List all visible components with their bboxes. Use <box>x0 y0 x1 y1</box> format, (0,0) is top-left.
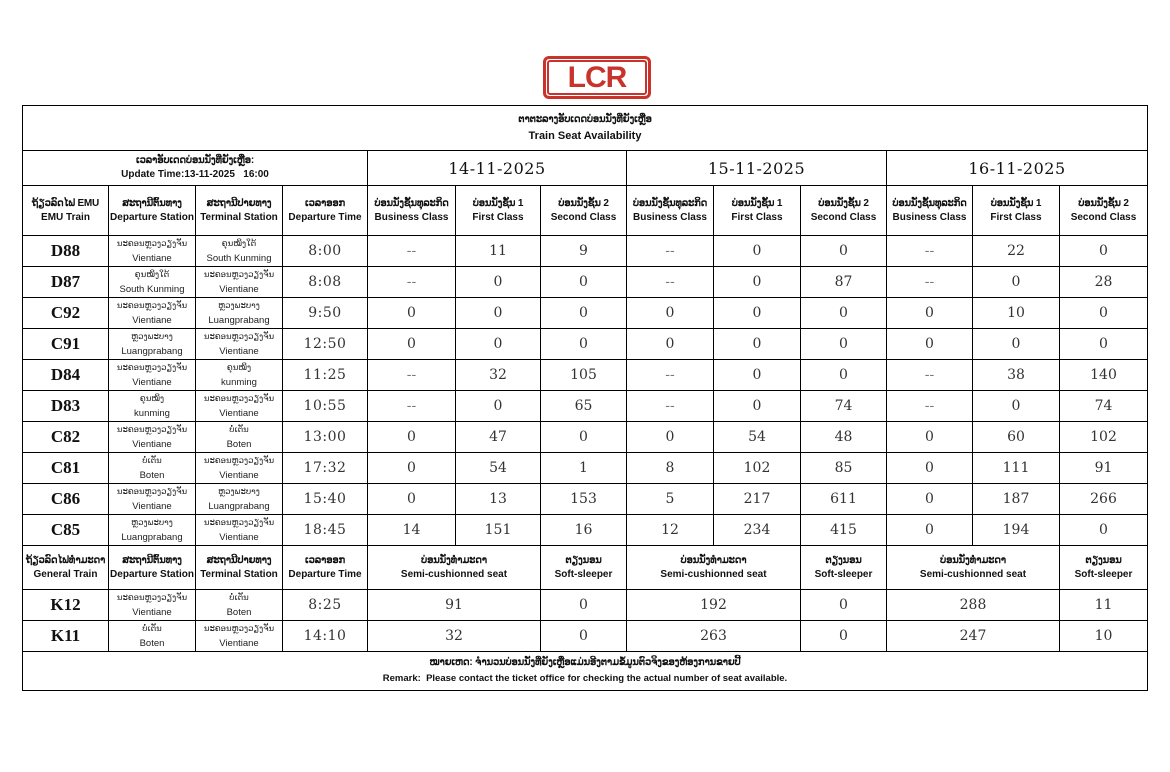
station-lao: ຄຸນໝິງໃຕ້ <box>134 269 170 279</box>
seat-count: 16 <box>541 515 627 546</box>
seat-count: 8 <box>627 453 714 484</box>
seat-count: 38 <box>973 360 1060 391</box>
station-lao: ນະຄອນຫຼວງວຽງຈັນ <box>203 623 275 633</box>
seat-count: 0 <box>368 422 456 453</box>
seat-count: 611 <box>801 484 887 515</box>
header-lao: ຕຽງນອນ <box>1085 554 1122 566</box>
station-en: Vientiane <box>219 284 259 295</box>
departure-time: 8:08 <box>283 267 368 298</box>
seat-count: 0 <box>714 391 801 422</box>
departure-time: 8:00 <box>283 236 368 267</box>
emu-train-row <box>23 329 1148 360</box>
station-en: Vientiane <box>219 408 259 419</box>
seat-count: 0 <box>368 329 456 360</box>
seat-count: 10 <box>973 298 1060 329</box>
header-lao: ບ່ອນນັ່ງຊັ້ນທຸລະກິດ <box>892 197 967 209</box>
date-header-1: 14-11-2025 <box>368 151 627 186</box>
departure-station <box>109 484 196 515</box>
emu-train-header <box>23 186 109 236</box>
seat-count: 11 <box>1060 590 1148 621</box>
emu-train-row <box>23 453 1148 484</box>
departure-station-header <box>109 546 196 590</box>
station-lao: ນະຄອນຫຼວງວຽງຈັນ <box>203 393 275 403</box>
header-lao: ບ່ອນນັ່ງຊັ້ນ 1 <box>472 197 524 209</box>
header-en: General Train <box>33 568 98 580</box>
station-en: Boten <box>139 638 165 649</box>
station-en: Luangprabang <box>121 346 183 357</box>
station-lao: ຫຼວງພະບາງ <box>218 300 260 310</box>
seat-count: 22 <box>973 236 1060 267</box>
seat-count: 5 <box>627 484 714 515</box>
departure-station <box>109 360 196 391</box>
soft-sleeper-header-3 <box>1060 546 1148 590</box>
seat-count: 102 <box>1060 422 1148 453</box>
remark-cell <box>23 652 1148 691</box>
station-en: Boten <box>226 607 252 618</box>
class-header-2-2 <box>714 186 801 236</box>
header-lao: ບ່ອນນັ່ງຊັ້ນ 1 <box>731 197 783 209</box>
departure-station <box>109 590 196 621</box>
header-en: Business Class <box>892 211 967 223</box>
semi-cushioned-header-3 <box>887 546 1060 590</box>
seat-count: 1 <box>541 453 627 484</box>
seat-count: 0 <box>456 298 541 329</box>
terminal-station-header <box>196 186 283 236</box>
seat-count: 111 <box>973 453 1060 484</box>
seat-count: 105 <box>541 360 627 391</box>
train-number: C92 <box>23 298 109 329</box>
emu-train-row <box>23 484 1148 515</box>
class-header-3-2 <box>973 186 1060 236</box>
seat-count: 0 <box>541 329 627 360</box>
train-number: K12 <box>23 590 109 621</box>
seat-count: 187 <box>973 484 1060 515</box>
seat-count: 0 <box>887 484 973 515</box>
date-header-3: 16-11-2025 <box>887 151 1148 186</box>
station-lao: ຫຼວງພະບາງ <box>218 486 260 496</box>
seat-count: -- <box>887 360 973 391</box>
station-lao: ຫຼວງພະບາງ <box>131 517 173 527</box>
emu-train-row <box>23 298 1148 329</box>
station-lao: ຄຸນໝິງໃຕ້ <box>221 238 257 248</box>
header-lao: ບ່ອນນັ່ງຊັ້ນ 1 <box>990 197 1042 209</box>
update-time-cell <box>23 151 368 186</box>
train-number: D87 <box>23 267 109 298</box>
seat-count: 0 <box>714 267 801 298</box>
remark-lao: ໝາຍເຫດ: ຈຳນວນບ່ອນນັ່ງທີ່ຍັງເຫຼືອແມ່ນອີງຕາມຂໍ້ມູນຕົວຈິງຂອງຫ້ອງການຂາຍປີ້ <box>429 657 741 668</box>
station-en: Vientiane <box>219 346 259 357</box>
header-lao: ຕຽງນອນ <box>825 554 862 566</box>
soft-sleeper-header-2 <box>801 546 887 590</box>
station-lao: ບໍ່ເຕັນ <box>142 623 162 633</box>
departure-time: 9:50 <box>283 298 368 329</box>
departure-station <box>109 422 196 453</box>
seat-count: 0 <box>801 360 887 391</box>
seat-count: -- <box>368 236 456 267</box>
terminal-station <box>196 515 283 546</box>
seat-count: 0 <box>541 267 627 298</box>
departure-time: 14:10 <box>283 621 368 652</box>
station-lao: ນະຄອນຫຼວງວຽງຈັນ <box>116 362 188 372</box>
seat-count: 247 <box>887 621 1060 652</box>
header-en: Soft-sleeper <box>554 568 613 580</box>
departure-station <box>109 329 196 360</box>
station-lao: ນະຄອນຫຼວງວຽງຈັນ <box>203 331 275 341</box>
header-en: Business Class <box>633 211 707 223</box>
class-header-2-1 <box>627 186 714 236</box>
departure-time: 18:45 <box>283 515 368 546</box>
departure-time: 8:25 <box>283 590 368 621</box>
train-number: D88 <box>23 236 109 267</box>
seat-count: 91 <box>368 590 541 621</box>
seat-count: 263 <box>627 621 801 652</box>
departure-time: 15:40 <box>283 484 368 515</box>
header-en: Departure Time <box>288 211 362 223</box>
general-train-row <box>23 621 1148 652</box>
station-lao: ບໍ່ເຕັນ <box>229 592 249 602</box>
station-lao: ບໍ່ເຕັນ <box>142 455 162 465</box>
terminal-station <box>196 484 283 515</box>
seat-count: 266 <box>1060 484 1148 515</box>
class-header-1-1 <box>368 186 456 236</box>
emu-train-row <box>23 360 1148 391</box>
header-en: Soft-sleeper <box>1074 568 1133 580</box>
header-en: Semi-cushionned seat <box>400 568 508 580</box>
header-en: Terminal Station <box>200 211 278 223</box>
terminal-station <box>196 298 283 329</box>
departure-time: 13:00 <box>283 422 368 453</box>
departure-station <box>109 391 196 422</box>
terminal-station <box>196 360 283 391</box>
header-en: Departure Station <box>110 211 194 223</box>
emu-train-row <box>23 391 1148 422</box>
seat-count: 91 <box>1060 453 1148 484</box>
header-en: Semi-cushionned seat <box>919 568 1027 580</box>
seat-count: 0 <box>801 590 887 621</box>
seat-count: 288 <box>887 590 1060 621</box>
seat-count: 151 <box>456 515 541 546</box>
station-lao: ຄຸນໝິງ <box>139 393 165 403</box>
header-en: First Class <box>990 211 1042 223</box>
terminal-station <box>196 590 283 621</box>
header-en: First Class <box>472 211 524 223</box>
header-en: First Class <box>731 211 783 223</box>
header-lao: ບ່ອນນັ່ງຊັ້ນ 2 <box>1078 197 1129 209</box>
station-en: kunming <box>134 408 170 419</box>
header-lao: ເວລາອອກ <box>305 554 345 566</box>
seat-count: 0 <box>627 298 714 329</box>
station-en: Luangprabang <box>208 315 270 326</box>
seat-count: -- <box>627 236 714 267</box>
soft-sleeper-header-1 <box>541 546 627 590</box>
update-time: Update Time:13-11-2025 16:00 <box>121 169 269 180</box>
update-label-lao: ເວລາອັບເດດບ່ອນນັ່ງທີ່ຍັງເຫຼືອ: <box>136 155 254 166</box>
seat-count: 28 <box>1060 267 1148 298</box>
seat-count: 217 <box>714 484 801 515</box>
seat-count: 0 <box>541 422 627 453</box>
header-en: Second Class <box>1070 211 1137 223</box>
header-en: Second Class <box>550 211 617 223</box>
seat-count: 194 <box>973 515 1060 546</box>
seat-count: 12 <box>627 515 714 546</box>
seat-count: 234 <box>714 515 801 546</box>
station-en: South Kunming <box>206 253 272 264</box>
station-en: kunming <box>221 377 257 388</box>
semi-cushioned-header-1 <box>368 546 541 590</box>
seat-count: 0 <box>541 621 627 652</box>
seat-count: 0 <box>887 515 973 546</box>
seat-count: 54 <box>456 453 541 484</box>
station-lao: ນະຄອນຫຼວງວຽງຈັນ <box>203 455 275 465</box>
seat-count: 0 <box>887 298 973 329</box>
station-en: Boten <box>226 439 252 450</box>
seat-count: -- <box>887 267 973 298</box>
seat-count: 0 <box>801 236 887 267</box>
seat-count: 0 <box>801 298 887 329</box>
departure-station <box>109 236 196 267</box>
departure-time: 11:25 <box>283 360 368 391</box>
seat-count: -- <box>368 391 456 422</box>
seat-count: 0 <box>1060 515 1148 546</box>
title-lao: ຕາຕະລາງອັບເດດບ່ອນນັ່ງທີ່ຍັງເຫຼືອ <box>518 114 652 125</box>
seat-count: 0 <box>973 329 1060 360</box>
departure-station <box>109 267 196 298</box>
station-lao: ນະຄອນຫຼວງວຽງຈັນ <box>116 424 188 434</box>
header-lao: ບ່ອນນັ່ງທຳມະດາ <box>421 554 487 566</box>
terminal-station <box>196 329 283 360</box>
station-lao: ນະຄອນຫຼວງວຽງຈັນ <box>116 592 188 602</box>
seat-count: 0 <box>1060 298 1148 329</box>
seat-count: 140 <box>1060 360 1148 391</box>
seat-count: 0 <box>541 298 627 329</box>
departure-station <box>109 453 196 484</box>
seat-count: -- <box>627 360 714 391</box>
station-en: Vientiane <box>219 638 259 649</box>
seat-count: 65 <box>541 391 627 422</box>
seat-count: 0 <box>801 329 887 360</box>
header-lao: ບ່ອນນັ່ງຊັ້ນທຸລະກິດ <box>632 197 708 209</box>
seat-count: 102 <box>714 453 801 484</box>
date-header-2: 15-11-2025 <box>627 151 887 186</box>
seat-count: -- <box>627 391 714 422</box>
train-number: C85 <box>23 515 109 546</box>
header-en: Departure Station <box>110 568 194 580</box>
header-en: Semi-cushionned seat <box>660 568 767 580</box>
station-en: South Kunming <box>119 284 185 295</box>
station-lao: ຄຸນໝິງ <box>226 362 252 372</box>
seat-count: 0 <box>887 453 973 484</box>
seat-count: 0 <box>627 329 714 360</box>
seat-count: 47 <box>456 422 541 453</box>
seat-count: 0 <box>714 298 801 329</box>
seat-count: 153 <box>541 484 627 515</box>
header-lao: ສະຖານີຕົ້ນທາງ <box>122 554 182 566</box>
seat-count: 0 <box>973 267 1060 298</box>
header-en: Departure Time <box>288 568 362 580</box>
seat-count: 10 <box>1060 621 1148 652</box>
seat-count: 192 <box>627 590 801 621</box>
terminal-station <box>196 391 283 422</box>
emu-train-row <box>23 515 1148 546</box>
header-lao: ສະຖານີປາຍທາງ <box>206 197 272 209</box>
header-en: Second Class <box>810 211 877 223</box>
remark-en: Remark: Please contact the ticket office for checking the actual number of seat available. <box>382 673 788 684</box>
station-en: Boten <box>139 470 165 481</box>
header-lao: ບ່ອນນັ່ງທຳມະດາ <box>940 554 1006 566</box>
seat-count: 0 <box>887 329 973 360</box>
header-lao: ສະຖານີປາຍທາງ <box>206 554 272 566</box>
seat-count: 0 <box>887 422 973 453</box>
terminal-station <box>196 621 283 652</box>
terminal-station <box>196 453 283 484</box>
departure-station-header <box>109 186 196 236</box>
seat-count: 54 <box>714 422 801 453</box>
header-lao: ສະຖານີຕົ້ນທາງ <box>122 197 182 209</box>
departure-time: 12:50 <box>283 329 368 360</box>
seat-count: 0 <box>1060 236 1148 267</box>
seat-count: 415 <box>801 515 887 546</box>
seat-count: 85 <box>801 453 887 484</box>
station-lao: ນະຄອນຫຼວງວຽງຈັນ <box>116 486 188 496</box>
header-en: Terminal Station <box>200 568 278 580</box>
emu-train-row <box>23 236 1148 267</box>
seat-count: 87 <box>801 267 887 298</box>
station-lao: ບໍ່ເຕັນ <box>229 424 249 434</box>
seat-count: 0 <box>456 267 541 298</box>
seat-count: -- <box>887 236 973 267</box>
departure-time-header <box>283 546 368 590</box>
seat-count: 13 <box>456 484 541 515</box>
header-lao: ບ່ອນນັ່ງຊັ້ນທຸລະກິດ <box>374 197 449 209</box>
station-lao: ນະຄອນຫຼວງວຽງຈັນ <box>203 269 275 279</box>
terminal-station <box>196 267 283 298</box>
train-number: C82 <box>23 422 109 453</box>
class-header-2-3 <box>801 186 887 236</box>
departure-time-header <box>283 186 368 236</box>
station-lao: ນະຄອນຫຼວງວຽງຈັນ <box>116 238 188 248</box>
general-train-header <box>23 546 109 590</box>
seat-count: -- <box>627 267 714 298</box>
terminal-station <box>196 236 283 267</box>
station-en: Vientiane <box>132 315 172 326</box>
general-train-row <box>23 590 1148 621</box>
station-en: Luangprabang <box>208 501 270 512</box>
title-en: Train Seat Availability <box>528 130 642 142</box>
class-header-3-1 <box>887 186 973 236</box>
header-lao: ບ່ອນນັ່ງທຳມະດາ <box>680 554 747 566</box>
class-header-1-2 <box>456 186 541 236</box>
header-lao: ບ່ອນນັ່ງຊັ້ນ 2 <box>818 197 869 209</box>
station-en: Vientiane <box>219 532 259 543</box>
header-en: Business Class <box>374 211 449 223</box>
train-number: C81 <box>23 453 109 484</box>
departure-station <box>109 621 196 652</box>
table-title <box>23 106 1148 151</box>
seat-count: 60 <box>973 422 1060 453</box>
class-header-3-3 <box>1060 186 1148 236</box>
header-lao: ຖ້ຽວລົດໄຟ EMU <box>31 197 100 209</box>
seat-count: 74 <box>801 391 887 422</box>
lcr-logo <box>543 56 651 99</box>
seat-count: 0 <box>368 484 456 515</box>
seat-count: 32 <box>456 360 541 391</box>
semi-cushioned-header-2 <box>627 546 801 590</box>
station-en: Vientiane <box>132 607 172 618</box>
departure-station <box>109 515 196 546</box>
seat-count: 9 <box>541 236 627 267</box>
station-lao: ນະຄອນຫຼວງວຽງຈັນ <box>116 300 188 310</box>
train-number: D84 <box>23 360 109 391</box>
seat-count: 0 <box>456 391 541 422</box>
seat-count: -- <box>887 391 973 422</box>
departure-station <box>109 298 196 329</box>
seat-count: 0 <box>714 329 801 360</box>
station-lao: ນະຄອນຫຼວງວຽງຈັນ <box>203 517 275 527</box>
station-en: Vientiane <box>132 253 172 264</box>
seat-count: 0 <box>801 621 887 652</box>
header-lao: ຕຽງນອນ <box>565 554 602 566</box>
seat-count: 0 <box>627 422 714 453</box>
lcr-logo-text: LCR <box>547 60 647 95</box>
general-header-row <box>23 546 1148 590</box>
station-en: Vientiane <box>132 501 172 512</box>
train-number: D83 <box>23 391 109 422</box>
station-en: Vientiane <box>132 377 172 388</box>
seat-availability-table <box>22 105 1148 691</box>
train-number: C86 <box>23 484 109 515</box>
remark-row <box>23 652 1148 691</box>
terminal-station <box>196 422 283 453</box>
header-lao: ຖ້ຽວລົດໄຟທຳມະດາ <box>25 554 106 566</box>
seat-count: 0 <box>1060 329 1148 360</box>
seat-count: -- <box>368 267 456 298</box>
header-en: EMU Train <box>41 211 90 223</box>
seat-count: 48 <box>801 422 887 453</box>
train-number: C91 <box>23 329 109 360</box>
departure-time: 10:55 <box>283 391 368 422</box>
station-en: Vientiane <box>219 470 259 481</box>
seat-count: 0 <box>714 236 801 267</box>
seat-count: 0 <box>714 360 801 391</box>
seat-count: 0 <box>368 298 456 329</box>
seat-count: 0 <box>541 590 627 621</box>
seat-count: 0 <box>368 453 456 484</box>
emu-train-row <box>23 267 1148 298</box>
departure-time: 17:32 <box>283 453 368 484</box>
terminal-station-header <box>196 546 283 590</box>
header-lao: ບ່ອນນັ່ງຊັ້ນ 2 <box>558 197 609 209</box>
train-number: K11 <box>23 621 109 652</box>
seat-count: 32 <box>368 621 541 652</box>
seat-count: 0 <box>456 329 541 360</box>
seat-count: 74 <box>1060 391 1148 422</box>
station-lao: ຫຼວງພະບາງ <box>131 331 173 341</box>
seat-count: -- <box>368 360 456 391</box>
seat-count: 14 <box>368 515 456 546</box>
station-en: Luangprabang <box>121 532 183 543</box>
seat-count: 0 <box>973 391 1060 422</box>
class-header-1-3 <box>541 186 627 236</box>
header-en: Soft-sleeper <box>814 568 873 580</box>
emu-train-row <box>23 422 1148 453</box>
header-lao: ເວລາອອກ <box>305 197 345 209</box>
station-en: Vientiane <box>132 439 172 450</box>
seat-count: 11 <box>456 236 541 267</box>
